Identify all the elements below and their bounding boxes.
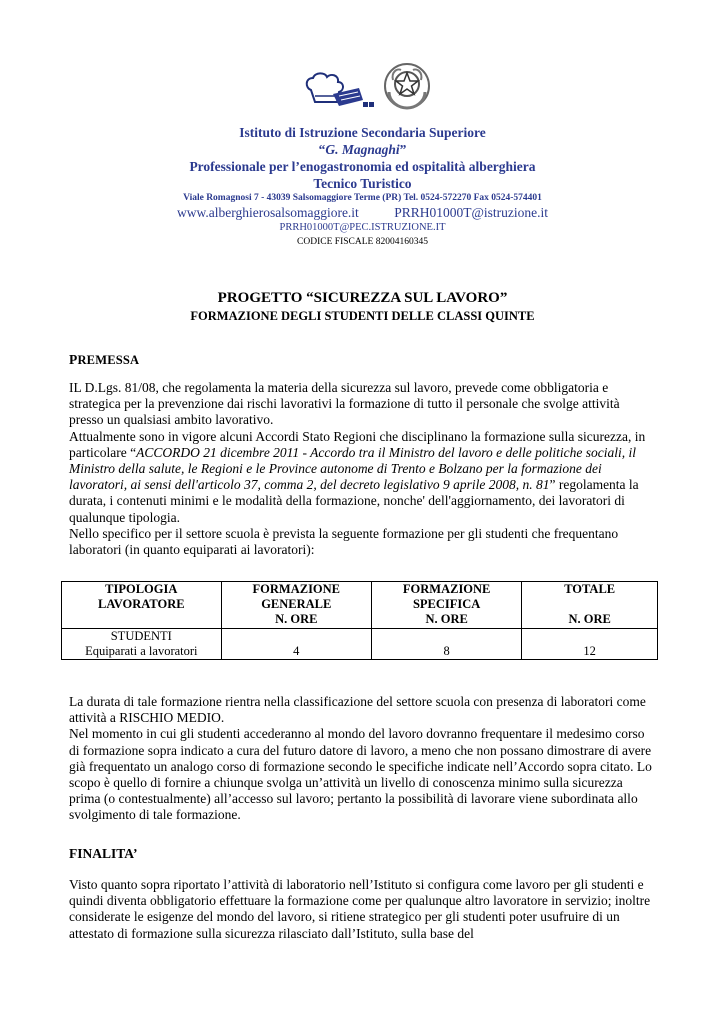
pec-email[interactable]: PRRH01000T@PEC.ISTRUZIONE.IT — [279, 222, 446, 233]
col-specifica — [371, 582, 521, 629]
cell-tipologia — [62, 629, 222, 660]
contact-links — [60, 205, 665, 221]
document-title — [60, 289, 665, 324]
col-specifica-l2: SPECIFICA — [412, 597, 481, 611]
quote-close: ” — [399, 142, 407, 157]
col-specifica-l1: FORMAZIONE — [402, 582, 491, 596]
school-name — [60, 141, 665, 158]
premessa-paragraph — [69, 380, 657, 558]
premessa-text-a: IL D.Lgs. 81/08, che regolamenta la materia della sicurezza sul lavoro, prevede come obbligatoria e strategica per la prevenzione dai rischi lavorativi la formazione di tutto il personale che svolge attività presso un qualsiasi ambito lavorativo. — [69, 380, 620, 428]
section-finalita-heading: FINALITA’ — [69, 846, 138, 861]
project-subtitle: FORMAZIONE DEGLI STUDENTI DELLE CLASSI QUINTE — [190, 309, 535, 323]
premessa-text-b-start: Attualmente sono in vigore alcuni Accordi Stato Regioni che disciplinano la formazione sulla sicurezza, in particolare “ — [69, 428, 646, 460]
rischio-text-b: Nel momento in cui gli studenti accederanno al mondo del lavoro dovranno frequentare il medesimo corso di formazione sopra indicato a cura del futuro datore di lavoro, a meno che non possano dimostrare di avere già frequentato un analogo corso di formazione secondo le specifiche indicate nell’Accordo sopra citato. Lo scopo è quello di fornire a chiunque svolga un’attività un livello di conoscenza minimo sulla sicurezza prima (o contestualmente) all’accesso sul lavoro; pertanto la possibilità di lavorare viene subordinata allo svolgimento di tale formazione. — [69, 726, 652, 823]
col-tipologia — [62, 582, 222, 629]
rischio-paragraph — [69, 694, 657, 824]
chef-hat-book-icon — [303, 72, 375, 110]
col-specifica-l3: N. ORE — [425, 612, 468, 626]
col-totale-l1: TOTALE — [564, 582, 616, 596]
col-generale — [221, 582, 371, 629]
accordo-citation: ACCORDO 21 dicembre 2011 - Accordo tra il Ministro del lavoro e delle politiche sociali, il Ministro della salute, le Regioni e le Province autonome di Trento e Bolzano per la formazione dei lavoratori, ai sensi dell'articolo 37, comma 2, del decreto legislativo 9 aprile 2008, n. 81 — [69, 444, 636, 493]
school-technical: Tecnico Turistico — [313, 176, 412, 191]
school-header — [60, 124, 665, 249]
school-address: Viale Romagnosi 7 - 43039 Salsomaggiore Terme (PR) Tel. 0524-572270 Fax 0524-574401 — [183, 193, 542, 203]
col-generale-l1: FORMAZIONE — [252, 582, 341, 596]
col-totale-spacer — [524, 597, 655, 612]
col-generale-l2: GENERALE — [261, 597, 332, 611]
premessa-text-b — [69, 429, 657, 526]
premessa-text-c: Nello specifico per il settore scuola è prevista la seguente formazione per gli studenti che frequentano laboratori (in quanto equiparati ai lavoratori): — [69, 525, 619, 558]
training-hours-table — [61, 581, 658, 660]
cell-tipologia-l1: STUDENTI — [110, 629, 172, 643]
finalita-paragraph: Visto quanto sopra riportato l’attività di laboratorio nell’Istituto si configura come lavoro per gli studenti e quindi diventa obbligatorio effettuare la formazione come per qualunque altro lavoratore in servizio; inoltre considerate le esigenze del mondo del lavoro, si ritiene strategico per gli studenti poter usufruire di un attestato di formazione sulla sicurezza rilasciato dall’Istituto, sulla base del — [69, 877, 651, 941]
cell-tipologia-l2: Equiparati a lavoratori — [85, 644, 198, 658]
premessa-text-b-end: ” regolamenta la durata, i contenuti minimi e le modalità della formazione, nonche' dell'aggiornamento, dei lavoratori di qualunque tipologia. — [69, 477, 639, 525]
premessa-rest: REMESSA — [77, 353, 140, 367]
project-title: PROGETTO “SICUREZZA SUL LAVORO” — [217, 290, 508, 306]
rischio-text-a: La durata di tale formazione rientra nella classificazione del settore scuola con presenza di laboratori come attività a RISCHIO MEDIO. — [69, 694, 646, 726]
cell-generale: 4 — [221, 629, 371, 660]
email-link[interactable]: PRRH01000T@istruzione.it — [394, 205, 548, 220]
cell-specifica: 8 — [371, 629, 521, 660]
col-generale-l3: N. ORE — [275, 612, 318, 626]
school-specialization: Professionale per l’enogastronomia ed ospitalità alberghiera — [189, 159, 536, 174]
col-totale — [522, 582, 658, 629]
italian-republic-emblem-icon — [383, 62, 431, 110]
table-row — [62, 629, 658, 660]
header-logos — [303, 62, 433, 110]
table-header-row — [62, 582, 658, 629]
school-type: Istituto di Istruzione Secondaria Superiore — [239, 125, 486, 140]
col-totale-l3: N. ORE — [568, 612, 611, 626]
website-link[interactable]: www.alberghierosalsomaggiore.it — [176, 205, 359, 220]
premessa-cap: P — [69, 352, 78, 367]
section-premessa-heading — [69, 352, 139, 368]
quote-open: “ — [318, 142, 326, 157]
col-tipologia-l2: LAVORATORE — [97, 597, 185, 611]
fiscal-code: CODICE FISCALE 82004160345 — [297, 237, 428, 247]
cell-totale: 12 — [522, 629, 658, 660]
school-name-italic: G. Magnaghi — [325, 142, 400, 157]
col-tipologia-l1: TIPOLOGIA — [105, 582, 178, 596]
